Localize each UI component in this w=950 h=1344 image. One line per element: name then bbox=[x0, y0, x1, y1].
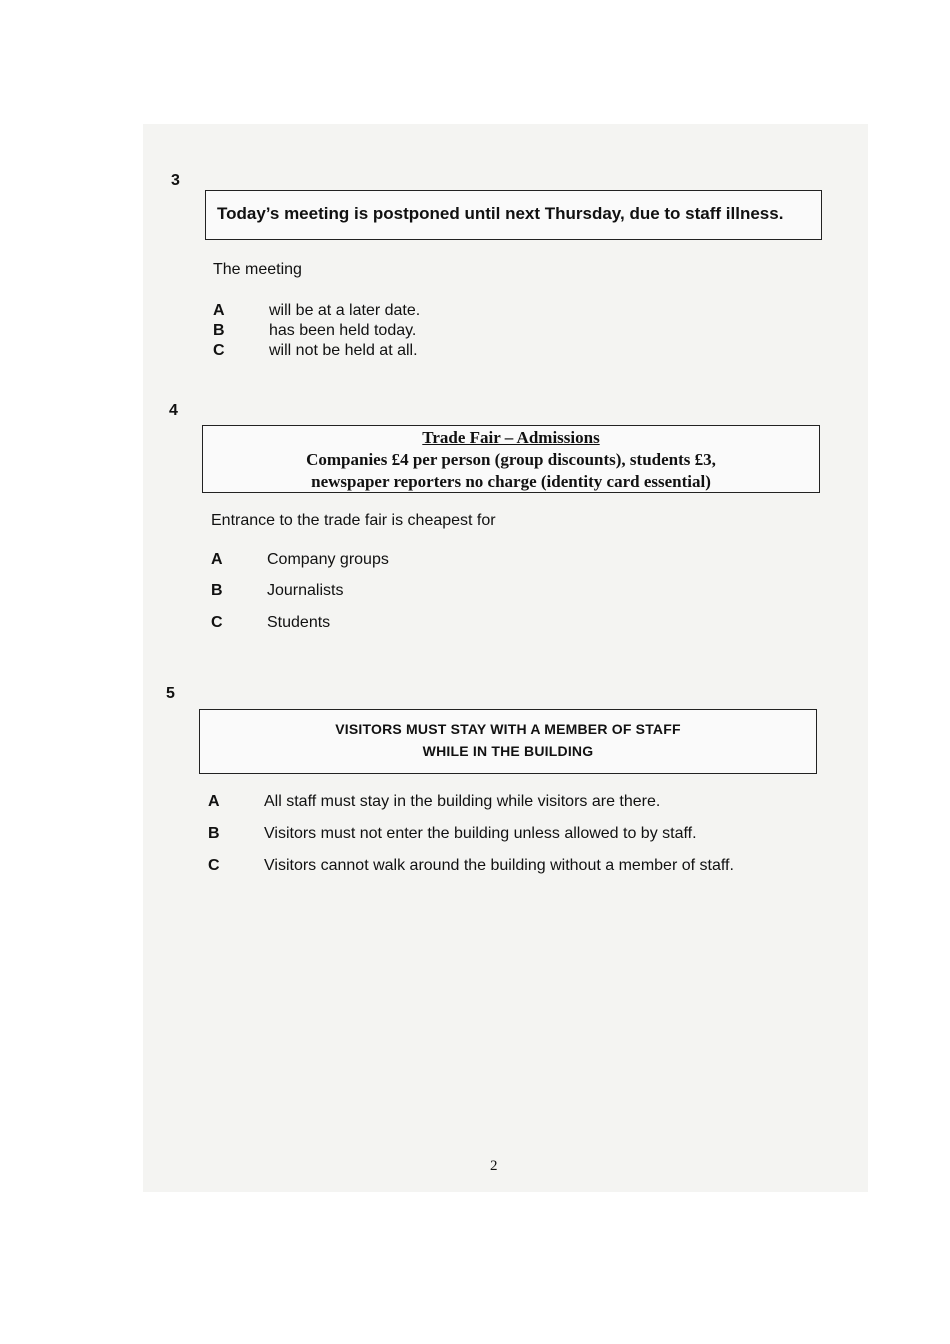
option-letter: B bbox=[211, 582, 223, 599]
question-number: 5 bbox=[166, 685, 175, 702]
option-letter: C bbox=[208, 857, 220, 874]
option-letter: B bbox=[213, 322, 225, 339]
option-text: Visitors must not enter the building unless allowed to by staff. bbox=[264, 825, 697, 842]
option-letter: A bbox=[213, 302, 225, 319]
option-text: All staff must stay in the building while visitors are there. bbox=[264, 793, 661, 810]
question-number: 4 bbox=[169, 402, 178, 419]
page-number: 2 bbox=[490, 1158, 498, 1174]
option-letter: C bbox=[211, 614, 223, 631]
notice-box bbox=[202, 425, 820, 493]
notice-title: Trade Fair – Admissions bbox=[422, 428, 600, 447]
option-text: Company groups bbox=[267, 551, 389, 568]
question-stem: The meeting bbox=[213, 261, 302, 278]
notice-box bbox=[205, 190, 822, 240]
notice-line: Companies £4 per person (group discounts), students £3, bbox=[306, 450, 716, 469]
option-text: Visitors cannot walk around the building without a member of staff. bbox=[264, 857, 734, 874]
option-letter: C bbox=[213, 342, 225, 359]
option-text: Students bbox=[267, 614, 331, 631]
notice-text: Today’s meeting is postponed until next Thursday, due to staff illness. bbox=[217, 204, 784, 223]
notice-line: newspaper reporters no charge (identity card essential) bbox=[311, 472, 711, 491]
question-stem: Entrance to the trade fair is cheapest for bbox=[211, 512, 496, 529]
notice-box bbox=[199, 709, 817, 774]
option-text: will be at a later date. bbox=[269, 302, 421, 319]
notice-line: VISITORS MUST STAY WITH A MEMBER OF STAFF bbox=[335, 721, 681, 737]
exam-page bbox=[143, 124, 868, 1192]
option-letter: A bbox=[208, 793, 220, 810]
option-text: Journalists bbox=[267, 582, 344, 599]
option-letter: A bbox=[211, 551, 223, 568]
option-text: has been held today. bbox=[269, 322, 417, 339]
option-letter: B bbox=[208, 825, 220, 842]
option-text: will not be held at all. bbox=[269, 342, 418, 359]
question-number: 3 bbox=[171, 172, 180, 189]
notice-line: WHILE IN THE BUILDING bbox=[422, 743, 594, 759]
